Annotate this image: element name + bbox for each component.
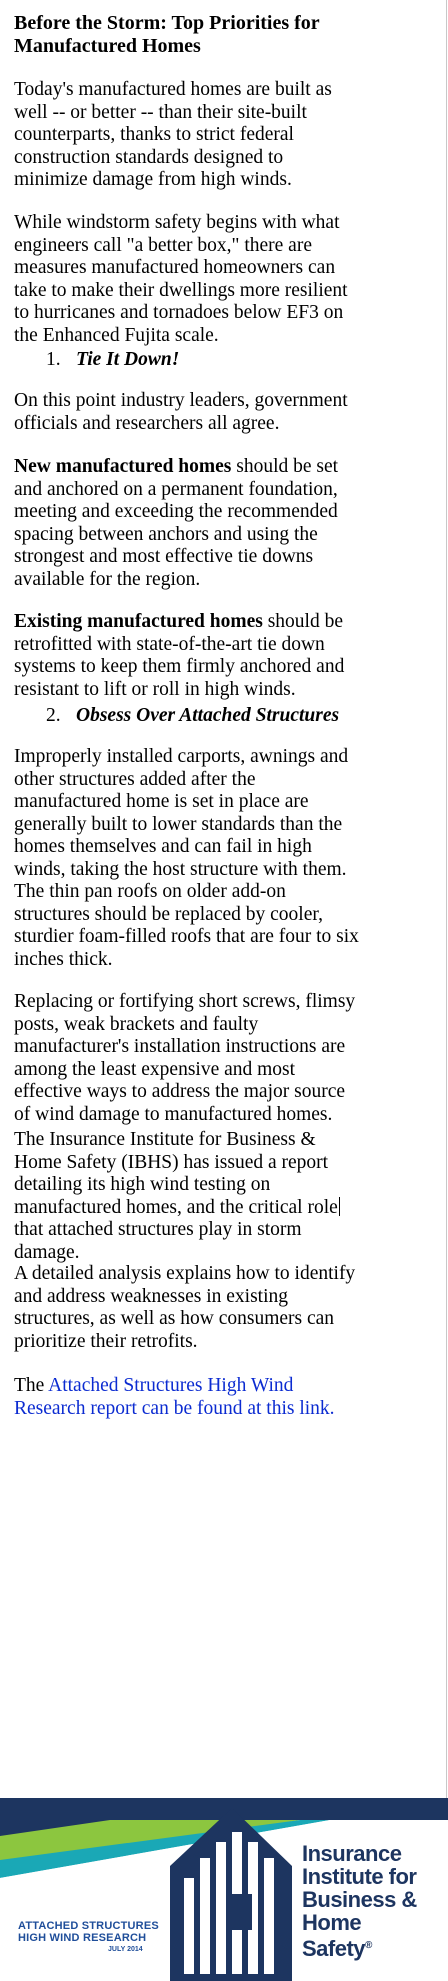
report-date: JULY 2014 — [108, 1946, 143, 1953]
text-line: structures, as well as how consumers can — [14, 1308, 335, 1329]
list-item-tie-it-down — [46, 349, 179, 372]
text-line: generally built to lower standards than the — [14, 813, 343, 835]
text-line — [14, 1375, 446, 1398]
text-line: the Enhanced Fujita scale. — [14, 324, 219, 346]
ibhs-paragraph — [14, 1129, 446, 1264]
title-line: Before the Storm: Top Priorities for — [14, 12, 320, 34]
text-line: strongest and most effective tie downs — [14, 546, 314, 567]
list-item-attached-structures — [46, 705, 339, 728]
title-line: Manufactured Homes — [14, 35, 201, 57]
text-line: sturdier foam-filled roofs that are four to six — [14, 926, 359, 947]
text-line — [14, 456, 446, 479]
house-column — [184, 1878, 194, 1974]
windstorm-paragraph — [14, 212, 446, 347]
list-number: 1. — [46, 349, 61, 370]
text-line — [14, 1197, 446, 1220]
registered-mark: ® — [365, 1940, 372, 1951]
text-line: Home Safety (IBHS) has issued a report — [14, 1151, 329, 1173]
text-line — [14, 1398, 446, 1421]
report-title-line: ATTACHED STRUCTURES — [18, 1920, 159, 1932]
article-title — [14, 12, 446, 58]
text-line: spacing between anchors and using the — [14, 523, 318, 545]
house-column — [216, 1842, 226, 1974]
text-line: manufacturer's installation instructions are — [14, 1036, 346, 1057]
report-link-continued[interactable]: Research report can be found at this link. — [14, 1397, 335, 1419]
logo-line: Institute for — [302, 1864, 417, 1889]
text-line: winds, taking the host structure with them. — [14, 858, 347, 880]
list-heading: Obsess Over Attached Structures — [76, 705, 340, 726]
text-line: retrofitted with state-of-the-art tie down — [14, 633, 325, 655]
improper-paragraph — [14, 746, 446, 971]
replacing-paragraph — [14, 991, 446, 1126]
text-line: that attached structures play in storm — [14, 1219, 302, 1240]
logo-line: Business & — [302, 1887, 417, 1912]
text-line: prioritize their retrofits. — [14, 1330, 198, 1352]
list-heading: Tie It Down! — [76, 349, 180, 370]
intro-paragraph — [14, 79, 446, 192]
list-number: 2. — [46, 705, 61, 726]
text-line: A detailed analysis explains how to identify — [14, 1263, 356, 1284]
report-title-line: HIGH WIND RESEARCH — [18, 1932, 147, 1944]
text-line: meeting and exceeding the recommended — [14, 501, 338, 522]
text-line: manufactured home is set in place are — [14, 791, 309, 812]
text-line: posts, weak brackets and faulty — [14, 1013, 259, 1035]
text-span: should be set — [231, 456, 339, 477]
text-line: While windstorm safety begins with what — [14, 212, 340, 233]
text-line: On this point industry leaders, government — [14, 390, 348, 411]
text-line: other structures added after the — [14, 768, 256, 790]
house-column — [200, 1858, 210, 1974]
text-line: officials and researchers all agree. — [14, 412, 280, 434]
text-line: inches thick. — [14, 948, 113, 970]
text-line: damage. — [14, 1241, 80, 1263]
text-line: structures should be replaced by cooler, — [14, 903, 323, 925]
report-link[interactable]: Attached Structures High Wind — [48, 1375, 294, 1396]
text-line: among the least expensive and most — [14, 1058, 296, 1080]
text-line: and anchored on a permanent foundation, — [14, 478, 338, 500]
text-line: and address weaknesses in existing — [14, 1285, 289, 1307]
text-span: should be — [262, 611, 343, 632]
text-line: available for the region. — [14, 568, 201, 590]
text-line: measures manufactured homeowners can — [14, 257, 336, 278]
text-line: take to make their dwellings more resilient — [14, 279, 348, 301]
logo-line — [302, 1934, 417, 1960]
text-line: homes themselves and can fail in high — [14, 836, 312, 857]
analysis-paragraph — [14, 1263, 446, 1353]
text-cursor — [339, 1197, 340, 1216]
text-line: of wind damage to manufactured homes. — [14, 1103, 333, 1125]
link-paragraph — [14, 1375, 446, 1420]
ibhs-report-banner[interactable] — [0, 1798, 448, 1981]
text-line: minimize damage from high winds. — [14, 169, 292, 190]
bold-term: New manufactured homes — [14, 456, 232, 477]
text-line: Replacing or fortifying short screws, flimsy — [14, 991, 356, 1012]
text-line: resistant to lift or roll in high winds. — [14, 678, 296, 700]
logo-word: Safety — [302, 1936, 366, 1961]
text-line: to hurricanes and tornadoes below EF3 on — [14, 302, 344, 323]
text-line: engineers call "a better box," there are — [14, 234, 312, 256]
text-line: The Insurance Institute for Business & — [14, 1129, 316, 1150]
report-title — [18, 1920, 159, 1944]
text-line: The thin pan roofs on older add-on — [14, 881, 286, 902]
text-line: well -- or better -- than their site-built — [14, 101, 307, 123]
text-line: Today's manufactured homes are built as — [14, 79, 332, 100]
house-window — [226, 1894, 252, 1930]
text-line: effective ways to address the major source — [14, 1081, 346, 1102]
bold-term: Existing manufactured homes — [14, 611, 263, 632]
house-column — [264, 1858, 274, 1974]
agree-paragraph — [14, 390, 446, 435]
existing-homes-paragraph — [14, 611, 446, 701]
logo-line: Insurance — [302, 1841, 402, 1866]
text-line: counterparts, thanks to strict federal — [14, 124, 294, 145]
text-line: Improperly installed carports, awnings and — [14, 746, 349, 767]
text-span: The — [14, 1375, 49, 1396]
text-line: detailing its high wind testing on — [14, 1174, 271, 1195]
text-span: manufactured homes, and the critical role — [14, 1196, 338, 1218]
text-line — [14, 611, 446, 634]
text-line: systems to keep them firmly anchored and — [14, 656, 345, 677]
ibhs-logo-text — [302, 1842, 417, 1960]
new-homes-paragraph — [14, 456, 446, 591]
text-line: construction standards designed to — [14, 146, 284, 168]
logo-line: Home — [302, 1910, 362, 1935]
